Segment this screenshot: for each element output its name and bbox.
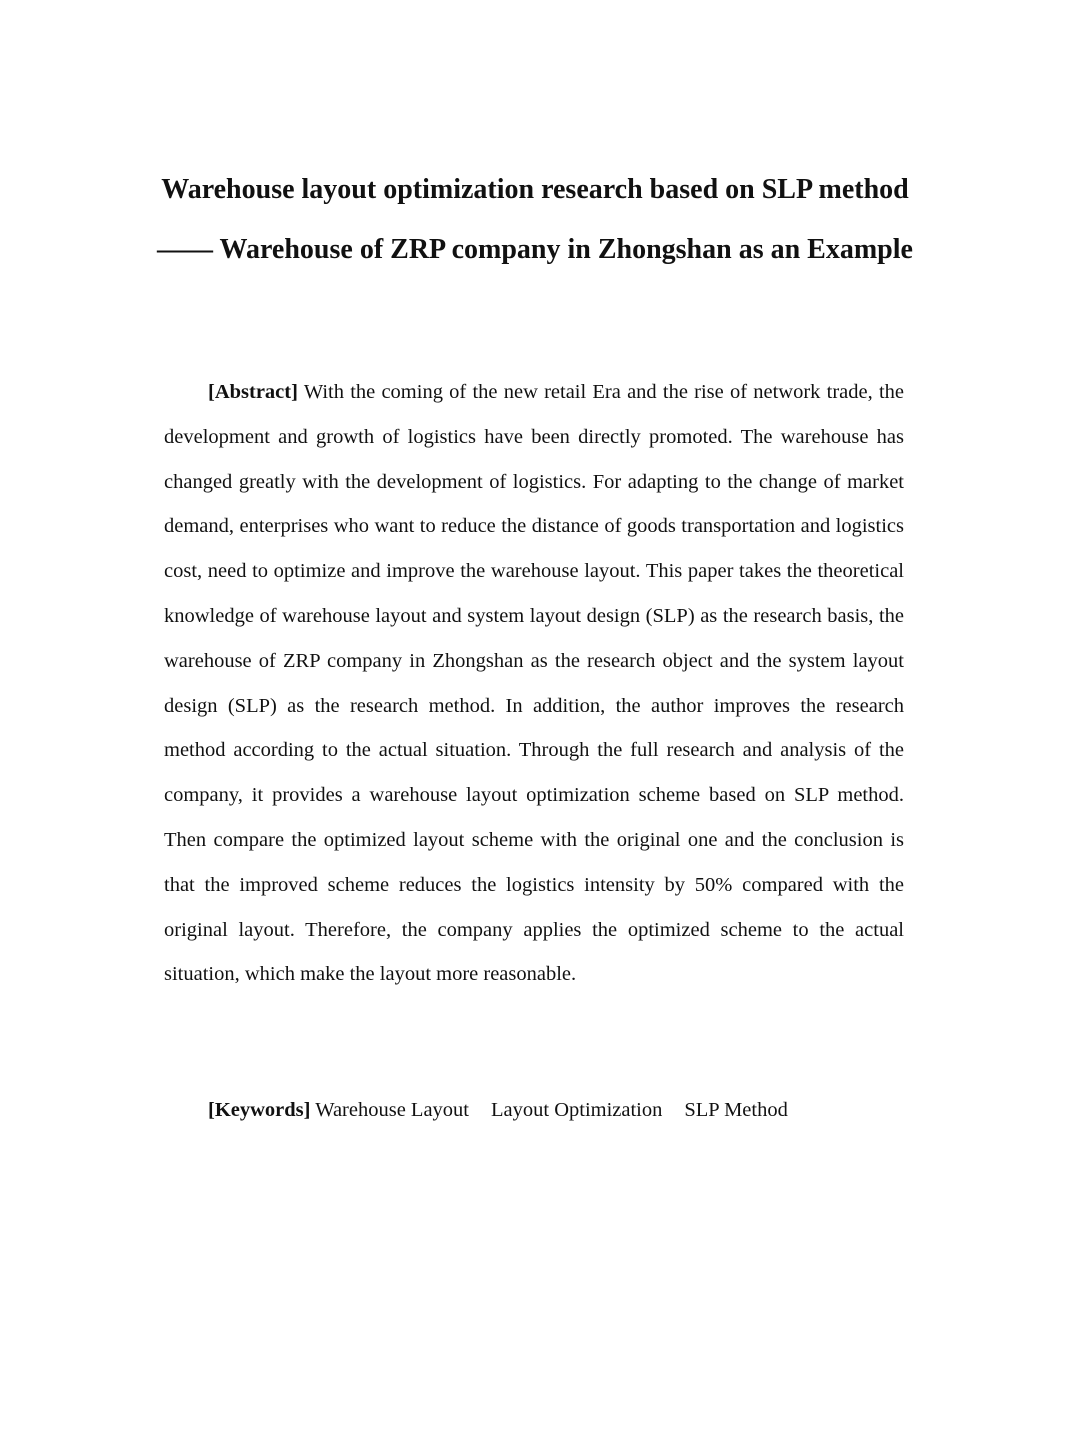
- keyword-item: SLP Method: [684, 1099, 788, 1121]
- keyword-item: Layout Optimization: [491, 1099, 663, 1121]
- paper-title: Warehouse layout optimization research based on SLP method—— Warehouse of ZRP company in Zhongshan as an Example: [157, 174, 913, 265]
- abstract-paragraph: [164, 370, 904, 997]
- abstract-text: With the coming of the new retail Era and the rise of network trade, the development and growth of logistics have been directly promoted. The warehouse has changed greatly with the development of logistics. For adapting to the change of market demand, enterprises who want to reduce the distance of goods transportation and logistics cost, need to optimize and improve the warehouse layout. This paper takes the theoretical knowledge of warehouse layout and system layout design (SLP) as the research basis, the warehouse of ZRP company in Zhongshan as the research object and the system layout design (SLP) as the research method. In addition, the author improves the research method according to the actual situation. Through the full research and analysis of the company, it provides a warehouse layout optimization scheme based on SLP method. Then compare the optimized layout scheme with the original one and the conclusion is that the improved scheme reduces the logistics intensity by 50% compared with the original layout. Therefore, the company applies the optimized scheme to the actual situation, which make the layout more reasonable.: [164, 381, 905, 986]
- keywords-label: [Keywords]: [208, 1099, 311, 1121]
- keywords-line: [208, 1088, 908, 1132]
- keyword-item: Warehouse Layout: [315, 1099, 469, 1121]
- abstract-label: [Abstract]: [208, 381, 298, 403]
